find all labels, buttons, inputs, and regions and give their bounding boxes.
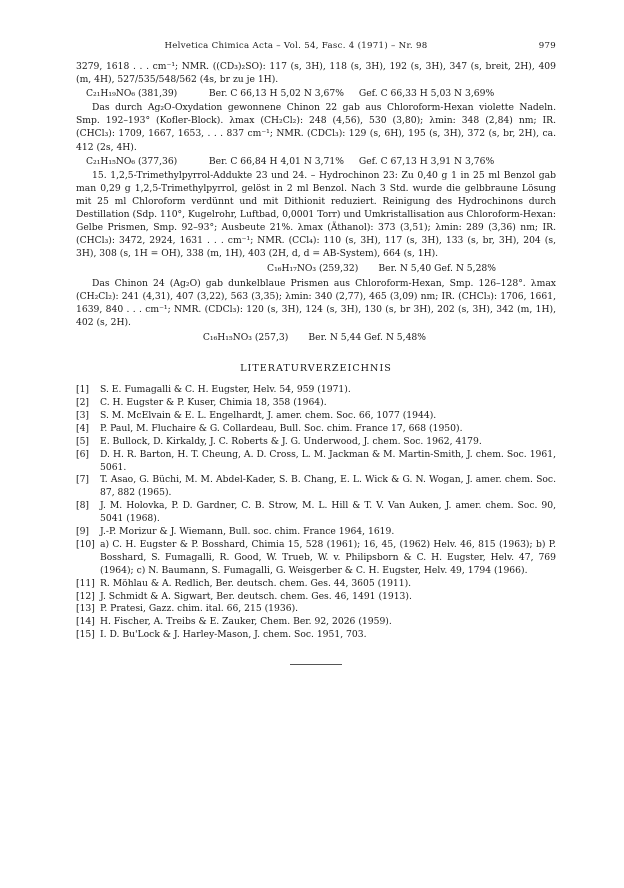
found-values: Gef. N 5,48%	[364, 331, 426, 343]
reference-text: S. E. Fumagalli & C. H. Eugster, Helv. 54, 959 (1971).	[100, 384, 351, 396]
reference-number: [5]	[76, 435, 90, 447]
reference-item	[76, 591, 556, 604]
reference-item	[76, 603, 556, 616]
reference-number: [13]	[76, 603, 95, 615]
end-rule	[290, 664, 342, 665]
reference-text: D. H. R. Barton, H. T. Cheung, A. D. Cross, L. M. Jackman & M. Martin-Smith, J. chem. Soc. 1961, 5061.	[100, 448, 556, 473]
reference-item	[76, 410, 556, 423]
analysis-line	[86, 262, 556, 275]
analysis-line	[86, 87, 556, 100]
molecular-formula: C₁₆H₁₇NO₃ (259,32)	[267, 263, 359, 275]
calculated-values: Ber. C 66,84 H 4,01 N 3,71%	[208, 155, 344, 167]
reference-item	[76, 397, 556, 410]
running-header	[76, 40, 556, 54]
reference-number: [8]	[76, 500, 90, 512]
calculated-values: Ber. C 66,13 H 5,02 N 3,67%	[208, 88, 344, 100]
reference-text: C. H. Eugster & P. Kuser, Chimia 18, 358 (1964).	[100, 396, 327, 408]
paragraph-nmr-continuation: 3279, 1618 . . . cm⁻¹; NMR. ((CD₃)₂SO): 117 (s, 3H), 118 (s, 3H), 192 (s, 3H), 347 (s, breit, 2H), 409 (m, 4H), 527/535/548/562 (4s, br zu je 1H).	[76, 61, 556, 86]
reference-number: [7]	[76, 474, 90, 486]
reference-number: [3]	[76, 409, 90, 421]
reference-item	[76, 449, 556, 475]
page-number: 979	[538, 41, 556, 51]
reference-item	[76, 539, 556, 578]
reference-item	[76, 526, 556, 539]
found-values: Gef. N 5,28%	[434, 263, 496, 275]
calculated-values: Ber. N 5,40	[378, 263, 432, 275]
reference-text: J.-P. Morizur & J. Wiemann, Bull. soc. chim. France 1964, 1619.	[100, 526, 395, 538]
reference-text: T. Asao, G. Büchi, M. M. Abdel-Kader, S. B. Chang, E. L. Wick & G. N. Wogan, J. amer. chem. Soc. 87, 882 (1965).	[100, 474, 556, 499]
paragraph-section-15: 15. 1,2,5-Trimethylpyrrol-Addukte 23 und 24. – Hydrochinon 23: Zu 0,40 g 1 in 25 ml Benzol gab man 0,29 g 1,2,5-Trimethylpyrrol, gelöst in 2 ml Benzol. Nach 3 Std. wurde die gelbbraune Lösung mit 25 ml Chloroform verdünnt und mit Dithionit reduziert. Reinigung des Hydrochinons durch Destillation (Sdp. 110°, Kugelrohr, Luftbad, 0,0001 Torr) und Umkristallisation aus Chloroform-Hexan: Gelbe Prismen, Smp. 92–93°; Ausbeute 21%. λmax (Äthanol): 373 (3,51); λmin: 289 (3,36) nm; IR. (CHCl₃): 3472, 2924, 1631 . . . cm⁻¹; NMR. (CCl₄): 110 (s, 3H), 117 (s, 3H), 133 (s, br, 3H), 204 (s, 3H), 308 (s, 1H = OH), 338 (m, 1H), 403 (2H, d, d = AB-System), 664 (s, 1H).	[76, 169, 556, 260]
analysis-line	[86, 331, 556, 344]
reference-text: E. Bullock, D. Kirkaldy, J. C. Roberts & J. G. Underwood, J. chem. Soc. 1962, 4179.	[100, 435, 482, 447]
reference-text: P. Paul, M. Fluchaire & G. Collardeau, Bull. Soc. chim. France 17, 668 (1950).	[100, 422, 463, 434]
reference-text: H. Fischer, A. Treibs & E. Zauker, Chem. Ber. 92, 2026 (1959).	[100, 616, 392, 628]
reference-number: [4]	[76, 422, 90, 434]
reference-text: P. Pratesi, Gazz. chim. ital. 66, 215 (1936).	[100, 603, 299, 615]
references-heading: LITERATURVERZEICHNIS	[240, 362, 392, 374]
reference-item	[76, 629, 556, 642]
journal-title: Helvetica Chimica Acta – Vol. 54, Fasc. 4 (1971) – Nr. 98	[164, 41, 428, 51]
analysis-line	[86, 155, 556, 168]
reference-text: S. M. McElvain & E. L. Engelhardt, J. amer. chem. Soc. 66, 1077 (1944).	[100, 409, 437, 421]
reference-item	[76, 500, 556, 526]
reference-item	[76, 474, 556, 500]
reference-number: [1]	[76, 384, 90, 396]
paragraph-chinon-24: Das Chinon 24 (Ag₂O) gab dunkelblaue Prismen aus Chloroform-Hexan, Smp. 126–128°. λmax (CH₂Cl₂): 241 (4,31), 407 (3,22), 563 (3,35); λmin: 340 (2,77), 465 (3,09) nm; IR. (CHCl₃): 1706, 1661, 1639, 840 . . . cm⁻¹; NMR. (CDCl₃): 120 (s, 3H), 124 (s, 3H), 130 (s, br 3H), 202 (s, 3H), 342 (m, 1H), 402 (s, 2H).	[76, 277, 556, 328]
molecular-formula: C₂₁H₁₉NO₆ (381,39)	[86, 88, 178, 100]
reference-number: [15]	[76, 629, 95, 641]
reference-number: [6]	[76, 448, 90, 460]
reference-number: [11]	[76, 577, 95, 589]
reference-item	[76, 384, 556, 397]
reference-list	[76, 384, 556, 642]
reference-item	[76, 578, 556, 591]
reference-text: J. Schmidt & A. Sigwart, Ber. deutsch. chem. Ges. 46, 1491 (1913).	[100, 590, 412, 602]
found-values: Gef. C 67,13 H 3,91 N 3,76%	[358, 155, 495, 167]
molecular-formula: C₂₁H₁₅NO₆ (377,36)	[86, 155, 178, 167]
reference-text: a) C. H. Eugster & P. Bosshard, Chimia 15, 528 (1961); 16, 45, (1962) Helv. 46, 815 (1963); b) P. Bosshard, S. Fumagalli, R. Good, W. Trueb, W. v. Philipsborn & C. H. Eugster, Helv. 47, 769 (1964); c) N. Baumann, S. Fumagalli, G. Weisgerber & C. H. Eugster, Helv. 49, 1794 (1966).	[100, 538, 556, 576]
reference-number: [2]	[76, 396, 90, 408]
molecular-formula: C₁₆H₁₅NO₃ (257,3)	[202, 331, 289, 343]
reference-item	[76, 436, 556, 449]
found-values: Gef. C 66,33 H 5,03 N 3,69%	[358, 88, 495, 100]
paragraph-chinon-22: Das durch Ag₂O-Oxydation gewonnene Chinon 22 gab aus Chloroform-Hexan violette Nadeln. Smp. 192–193° (Kofler-Block). λmax (CH₂Cl₂): 248 (4,56), 530 (3,80); λmin: 348 (2,84) nm; IR. (CHCl₃): 1709, 1667, 1653, . . . 837 cm⁻¹; NMR. (CDCl₃): 129 (s, 6H), 195 (s, 3H), 372 (s, br, 2H), ca. 412 (2s, 4H).	[76, 102, 556, 153]
reference-text: R. Möhlau & A. Redlich, Ber. deutsch. chem. Ges. 44, 3605 (1911).	[100, 577, 412, 589]
journal-page	[76, 40, 556, 665]
reference-item	[76, 616, 556, 629]
calculated-values: Ber. N 5,44	[308, 331, 362, 343]
reference-text: J. M. Holovka, P. D. Gardner, C. B. Strow, M. L. Hill & T. V. Van Auken, J. amer. chem. Soc. 90, 5041 (1968).	[100, 500, 556, 525]
reference-number: [9]	[76, 526, 90, 538]
reference-number: [12]	[76, 590, 95, 602]
reference-text: I. D. Bu'Lock & J. Harley-Mason, J. chem. Soc. 1951, 703.	[100, 629, 367, 641]
reference-number: [10]	[76, 538, 95, 550]
reference-item	[76, 423, 556, 436]
reference-number: [14]	[76, 616, 95, 628]
